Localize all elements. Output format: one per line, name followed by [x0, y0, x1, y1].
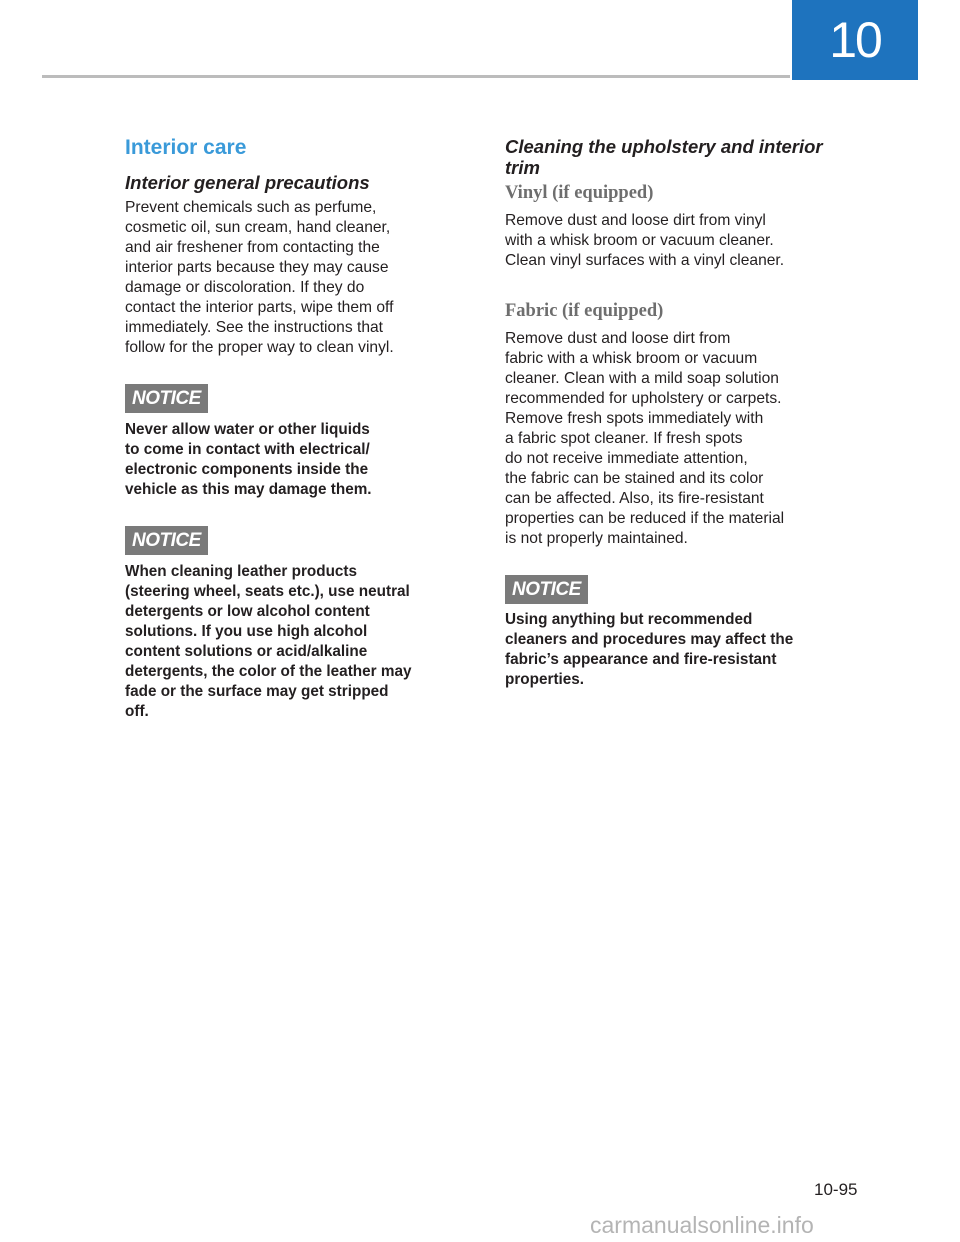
- text-line: Never allow water or other liquids: [125, 421, 370, 438]
- watermark: carmanualsonline.info: [590, 1212, 814, 1238]
- notice-text: [125, 420, 372, 500]
- text-line: vehicle as this may damage them.: [125, 481, 372, 498]
- text-line: When cleaning leather products: [125, 563, 358, 580]
- notice-badge: NOTICE: [125, 526, 208, 555]
- text-line: do not receive immediate attention,: [505, 450, 748, 467]
- text-line: with a whisk broom or vacuum cleaner.: [505, 232, 774, 249]
- text-line: contact the interior parts, wipe them off: [125, 299, 394, 316]
- notice-badge: NOTICE: [505, 575, 588, 604]
- vinyl-paragraph: [505, 211, 784, 271]
- text-line: properties can be reduced if the material: [505, 510, 785, 527]
- notice-text: [125, 562, 411, 722]
- text-line: fade or the surface may get stripped: [125, 683, 389, 700]
- text-line: content solutions or acid/alkaline: [125, 643, 368, 660]
- text-line: immediately. See the instructions that: [125, 319, 383, 336]
- text-line: Clean vinyl surfaces with a vinyl cleaner.: [505, 252, 785, 269]
- text-line: follow for the proper way to clean vinyl.: [125, 339, 394, 356]
- text-line: is not properly maintained.: [505, 530, 688, 547]
- text-line: cleaner. Clean with a mild soap solution: [505, 370, 779, 387]
- chapter-number: 10: [829, 12, 881, 68]
- text-line: Remove dust and loose dirt from vinyl: [505, 212, 766, 229]
- text-line: solutions. If you use high alcohol: [125, 623, 368, 640]
- text-line: off.: [125, 703, 149, 720]
- text-line: Remove fresh spots immediately with: [505, 410, 764, 427]
- subsection-title: [505, 136, 823, 178]
- intro-paragraph: [125, 198, 394, 358]
- subsection-title: Interior general precautions: [125, 172, 370, 193]
- text-line: Prevent chemicals such as perfume,: [125, 199, 377, 216]
- text-line: fabric with a whisk broom or vacuum: [505, 350, 758, 367]
- text-line: a fabric spot cleaner. If fresh spots: [505, 430, 743, 447]
- text-line: to come in contact with electrical/: [125, 441, 370, 458]
- text-line: and air freshener from contacting the: [125, 239, 380, 256]
- text-line: electronic components inside the: [125, 461, 369, 478]
- text-line: properties.: [505, 671, 585, 688]
- text-line: cleaners and procedures may affect the: [505, 631, 794, 648]
- text-line: cosmetic oil, sun cream, hand cleaner,: [125, 219, 391, 236]
- chapter-tab: [792, 0, 918, 80]
- text-line: can be affected. Also, its fire-resistant: [505, 490, 764, 507]
- text-line: the fabric can be stained and its color: [505, 470, 764, 487]
- notice-text: [505, 610, 793, 690]
- fabric-paragraph: [505, 329, 784, 549]
- text-line: Remove dust and loose dirt from: [505, 330, 731, 347]
- text-line: fabric’s appearance and fire-resistant: [505, 651, 777, 668]
- section-title: Interior care: [125, 136, 247, 159]
- notice-badge: NOTICE: [125, 384, 208, 413]
- text-line: (steering wheel, seats etc.), use neutral: [125, 583, 410, 600]
- text-line: detergents, the color of the leather may: [125, 663, 412, 680]
- page-number: 10-95: [814, 1180, 858, 1199]
- subsection-title-line: Cleaning the upholstery and interior: [505, 136, 823, 157]
- vinyl-heading: Vinyl (if equipped): [505, 183, 654, 203]
- text-line: Using anything but recommended: [505, 611, 753, 628]
- text-line: recommended for upholstery or carpets.: [505, 390, 782, 407]
- fabric-heading: Fabric (if equipped): [505, 301, 664, 321]
- subsection-title-line: trim: [505, 157, 540, 178]
- text-line: damage or discoloration. If they do: [125, 279, 365, 296]
- text-line: interior parts because they may cause: [125, 259, 389, 276]
- header-rule: [42, 75, 790, 78]
- text-line: detergents or low alcohol content: [125, 603, 370, 620]
